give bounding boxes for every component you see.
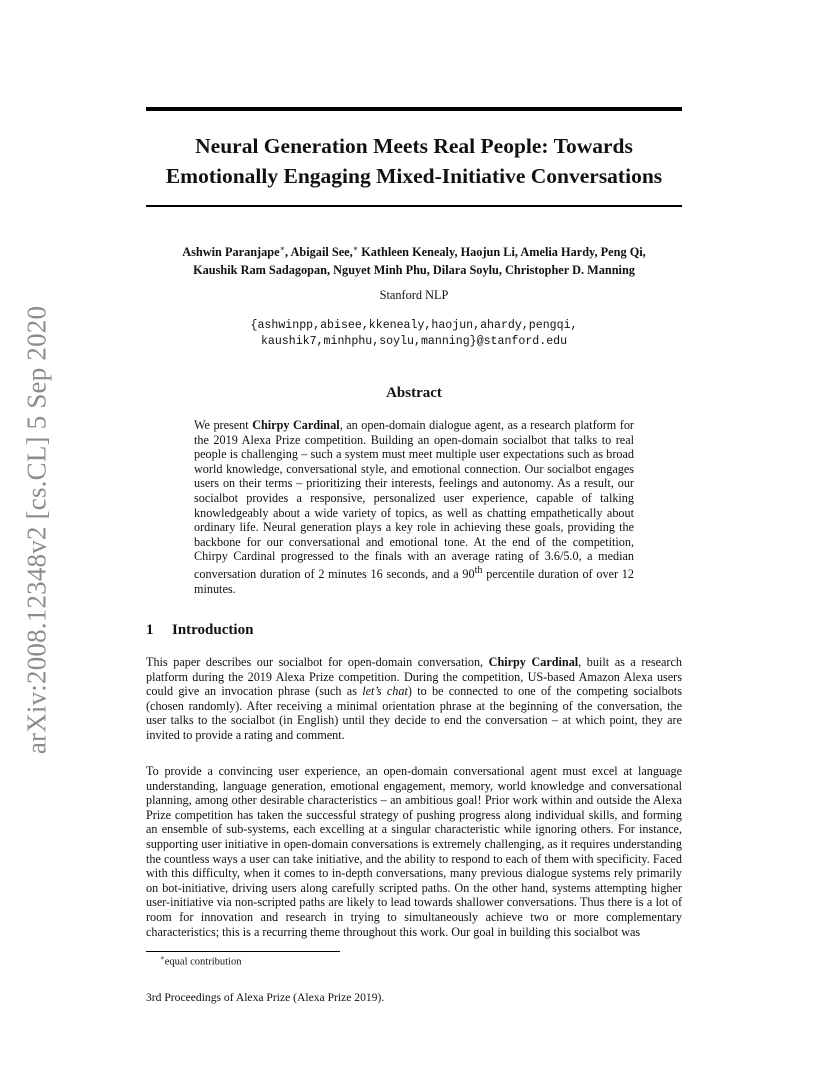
abstract-text: We present: [194, 418, 253, 432]
paper-title-line-1: Neural Generation Meets Real People: Towards: [195, 134, 633, 158]
system-name: Chirpy Cardinal: [488, 655, 579, 669]
paper-title-line-2: Emotionally Engaging Mixed-Initiative Conversations: [165, 164, 663, 188]
abstract-text: percentile duration of over 12 minutes.: [194, 567, 634, 596]
footnote-text: equal contribution: [164, 956, 242, 968]
author-emails: [130, 318, 698, 350]
arxiv-identifier-text: arXiv:2008.12348v2 [cs.CL] 5 Sep 2020: [21, 305, 52, 755]
paragraph-text: , built as a research platform during the 2019 Alexa Prize competition. During the competition, US-based Amazon Alexa users could give an invocation phrase (such as: [146, 655, 682, 699]
section-title: Introduction: [172, 622, 254, 638]
abstract-heading: Abstract: [386, 385, 442, 401]
email-line-1: {ashwinpp,abisee,kkenealy,haojun,ahardy,pengqi,: [250, 319, 578, 332]
abstract-body: [194, 418, 634, 596]
affiliation: Stanford NLP: [379, 288, 449, 302]
arxiv-identifier-stamp: [12, 280, 62, 780]
equal-contribution-mark: ∗: [279, 244, 286, 253]
section-heading-introduction: [146, 622, 253, 639]
venue-footer: 3rd Proceedings of Alexa Prize (Alexa Prize 2019).: [146, 991, 385, 1004]
intro-paragraph-2: To provide a convincing user experience, an open-domain conversational agent must excel at language understanding, language generation, emotional engagement, memory, world knowledge and conversational planning, among other desirable characteristics – an ambitious goal! Prior work within and outside the Alexa Prize competition has taken the successful strategy of pushing progress along individual skills, and forming an ensemble of sub-systems, each excelling at a singular characteristic while ignoring others. For instance, supporting user initiative in open-domain conversations is extremely challenging, as it requires understanding the countless ways a user can take initiative, and the ability to respond to each of them with specificity. Faced with this difficulty, when it comes to in-depth conversations, many previous dialogue systems rely primarily on bot-initiative, driving users along carefully scripted paths. On the other hand, systems attempting higher user-initiative via non-scripted paths are likely to lead towards shallower conversations. Thus there is a lot of room for innovation and research in trying to simultaneously achieve two or more complementary characteristics; this is a recurring theme throughout this work. Our goal in building this socialbot was: [146, 764, 682, 939]
footnote: [160, 954, 241, 968]
author-name: , Abigail See,: [285, 245, 353, 260]
footnote-mark: ∗: [160, 954, 165, 962]
author-line-1: [130, 240, 698, 261]
footnote-rule: [146, 951, 340, 952]
paper-title: [120, 131, 708, 191]
author-line-2: Kaushik Ram Sadagopan, Nguyet Minh Phu, Dilara Soylu, Christopher D. Manning: [193, 263, 635, 278]
section-number: 1: [146, 622, 154, 638]
email-line-2: kaushik7,minhphu,soylu,manning}@stanford.edu: [260, 335, 568, 348]
author-list: [130, 240, 698, 279]
invocation-phrase: let’s chat: [362, 684, 408, 699]
equal-contribution-mark: ∗: [352, 244, 359, 253]
abstract-text: , an open-domain dialogue agent, as a research platform for the 2019 Alexa Prize competition. Building an open-domain socialbot that talks to real people is challenging – such a system must meet multiple user expectations such as broad world knowledge, conversational style, and emotional connection. Our socialbot engages users on their terms – prioritizing their interests, feelings and autonomy. As a result, our socialbot provides a responsive, personalized user experience, capable of talking knowledgeably about a wide variety of topics, as well as chatting empathetically about ordinary life. Neural generation plays a key role in achieving these goals, providing the backbone for our conversational and emotional tone. At the end of the competition, Chirpy Cardinal progressed to the finals with an average rating of 3.6/5.0, a median conversation duration of 2 minutes 16 seconds, and a 90: [194, 418, 634, 581]
paragraph-text: This paper describes our socialbot for open-domain conversation,: [146, 655, 489, 669]
paragraph-text: ) to be connected to one of the competing socialbots (chosen randomly). After receiving a minimal orientation phrase at the beginning of the conversation, the user talks to the socialbot (in English) until they decide to end the conversation – at which point, they are invited to provide a rating and comment.: [146, 684, 682, 742]
title-rule-top: [146, 107, 682, 111]
ordinal-suffix: th: [474, 564, 483, 576]
intro-paragraph-1: [146, 655, 682, 743]
system-name: Chirpy Cardinal: [252, 418, 340, 432]
author-names: Kathleen Kenealy, Haojun Li, Amelia Hardy, Peng Qi,: [358, 245, 646, 260]
author-name: Ashwin Paranjape: [182, 245, 280, 260]
title-rule-bottom: [146, 205, 682, 207]
